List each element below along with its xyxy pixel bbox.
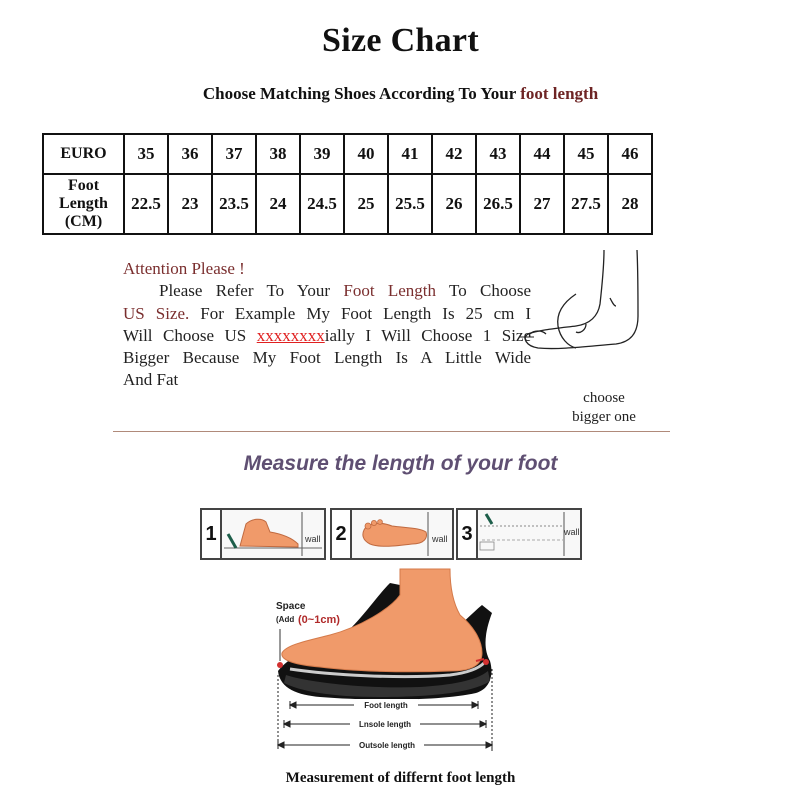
attention-heading: Attention Please !: [123, 259, 245, 278]
foot-length-cell: 26.5: [476, 174, 520, 234]
attention-line-4: Bigger Because My Foot Length Is A Little Wide: [123, 348, 531, 368]
euro-size-cell: 36: [168, 134, 212, 174]
attention-us-size: US Size.: [123, 303, 190, 323]
size-table: [42, 133, 653, 235]
wall-label: wall: [432, 534, 448, 544]
step-number: 1: [202, 510, 222, 558]
foot-length-cell: 24.5: [300, 174, 344, 234]
euro-size-cell: 39: [300, 134, 344, 174]
choose-note-line: bigger one: [572, 409, 636, 425]
diagram-caption: Measurement of differnt foot length: [285, 770, 516, 786]
attention-redacted: xxxxxxxx: [256, 325, 325, 345]
attention-text: To Choose: [449, 281, 531, 301]
foot-length-cell: 27.5: [564, 174, 608, 234]
foot-length-cell: 22.5: [124, 174, 168, 234]
euro-header: EURO: [43, 134, 124, 174]
page-title: Size Chart: [322, 22, 479, 59]
foot-shoe-diagram: [250, 565, 550, 763]
subtitle: [0, 84, 801, 104]
space-label: Space: [276, 601, 306, 612]
euro-size-cell: 42: [432, 134, 476, 174]
wall-label: wall: [564, 527, 580, 537]
euro-size-cell: 45: [564, 134, 608, 174]
foot-length-cell: 28: [608, 174, 652, 234]
foot-sketch-icon: [520, 246, 655, 376]
attention-line-3: [123, 325, 531, 347]
attention-text: ially I Will Choose 1 Size: [324, 325, 531, 345]
attention-text: Will Choose US: [123, 325, 247, 345]
euro-size-cell: 40: [344, 134, 388, 174]
euro-size-cell: 35: [124, 134, 168, 174]
measure-step-2: [330, 508, 454, 560]
foot-length-cell: 24: [256, 174, 300, 234]
divider: [113, 431, 670, 432]
foot-length-header: Foot Length (CM): [43, 174, 124, 234]
euro-size-cell: 37: [212, 134, 256, 174]
euro-size-cell: 44: [520, 134, 564, 174]
measure-step-3: [456, 508, 582, 560]
attention-foot-length: Foot Length: [343, 281, 436, 301]
space-add-label: (Add: [276, 615, 295, 624]
euro-size-cell: 46: [608, 134, 652, 174]
foot-length-cell: 27: [520, 174, 564, 234]
foot-length-cell: 23: [168, 174, 212, 234]
foot-length-cell: 23.5: [212, 174, 256, 234]
table-row-foot-length: [43, 174, 652, 234]
foot-length-label: Foot length: [364, 701, 408, 710]
outsole-length-label: Outsole length: [359, 741, 415, 750]
insole-length-label: Lnsole length: [359, 720, 411, 729]
euro-size-cell: 43: [476, 134, 520, 174]
subtitle-accent: foot length: [520, 84, 599, 103]
measure-title: Measure the length of your foot: [243, 452, 558, 475]
foot-length-cell: 25.5: [388, 174, 432, 234]
attention-text: Please Refer To Your: [159, 281, 331, 301]
choose-bigger-note: [560, 389, 648, 427]
table-row-euro: [43, 134, 652, 174]
attention-line-5: And Fat: [123, 370, 179, 390]
foot-length-cell: 26: [432, 174, 476, 234]
space-range-label: (0~1cm): [298, 614, 340, 626]
attention-note: [123, 258, 531, 392]
attention-line-1: [123, 280, 531, 302]
foot-length-cell: 25: [344, 174, 388, 234]
step-number: 3: [458, 510, 478, 558]
choose-note-line: choose: [583, 390, 625, 406]
euro-size-cell: 41: [388, 134, 432, 174]
step-number: 2: [332, 510, 352, 558]
euro-size-cell: 38: [256, 134, 300, 174]
wall-label: wall: [305, 534, 321, 544]
attention-text: For Example My Foot Length Is 25 cm I: [200, 303, 531, 323]
attention-line-2: [123, 303, 531, 325]
subtitle-text: Choose Matching Shoes According To Your: [202, 84, 516, 103]
measure-step-1: [200, 508, 326, 560]
